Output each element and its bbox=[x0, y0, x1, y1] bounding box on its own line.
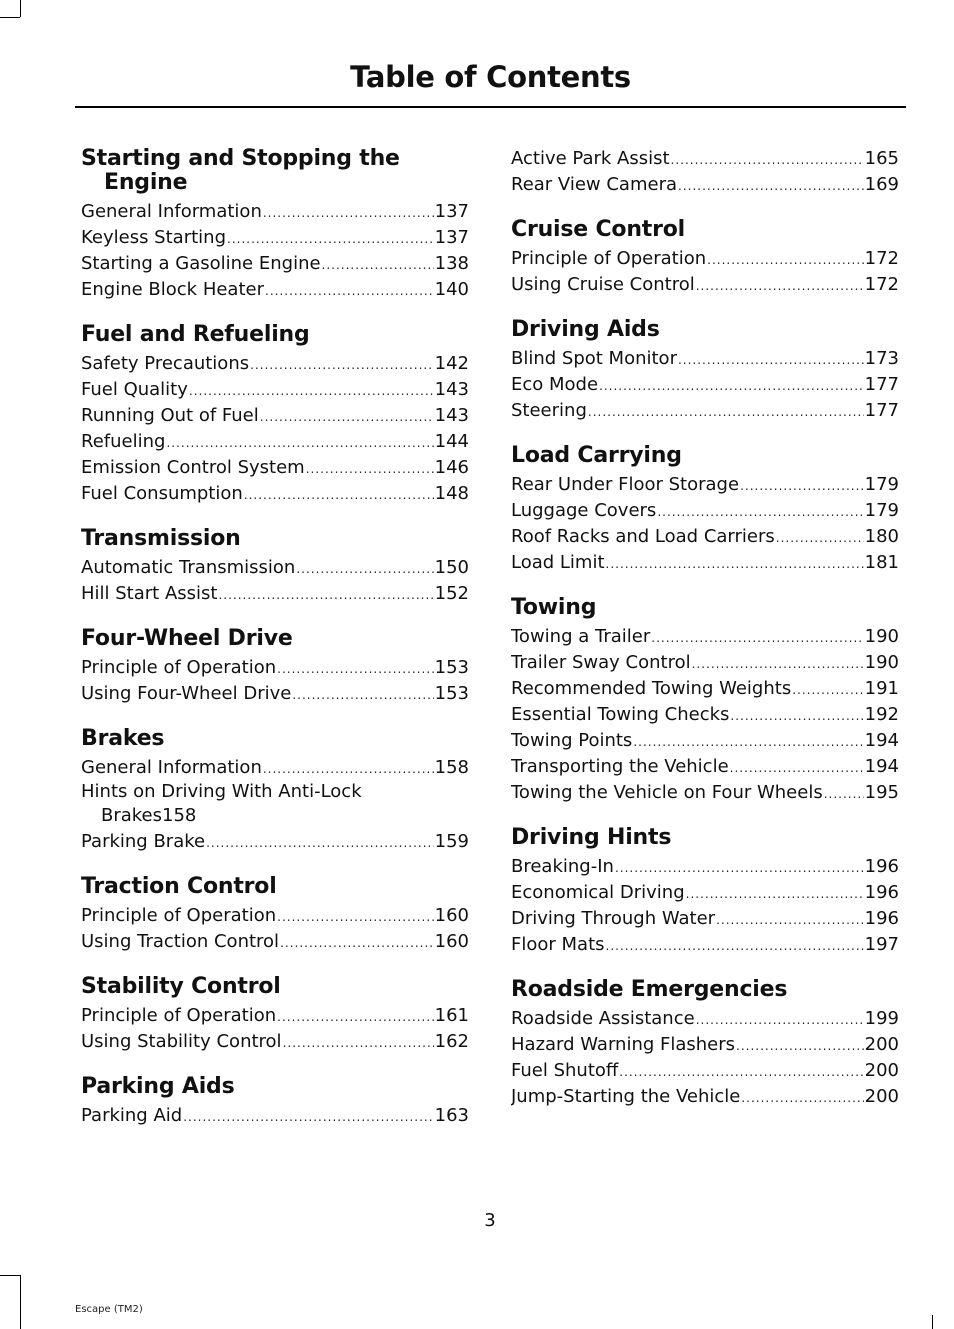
toc-column-right bbox=[511, 146, 899, 1130]
dot-leader bbox=[678, 173, 864, 198]
toc-entry[interactable] bbox=[81, 829, 469, 855]
toc-entry-page: 169 bbox=[864, 174, 899, 195]
section-heading-text: Cruise Control bbox=[511, 217, 686, 242]
toc-entry-page: 199 bbox=[864, 1008, 899, 1029]
toc-entry-label: Roof Racks and Load Carriers bbox=[511, 526, 775, 547]
toc-section bbox=[511, 978, 899, 1110]
toc-entry-label: Automatic Transmission bbox=[81, 557, 296, 578]
toc-entry-label: Parking Brake bbox=[81, 831, 206, 852]
toc-section bbox=[511, 596, 899, 806]
toc-entry-page: 194 bbox=[864, 730, 899, 751]
toc-entry-page: 195 bbox=[864, 782, 899, 803]
toc-entry-page: 196 bbox=[864, 908, 899, 929]
section-heading-text: Traction Control bbox=[81, 874, 277, 899]
dot-leader bbox=[615, 855, 864, 880]
toc-entry-page: 197 bbox=[864, 934, 899, 955]
dot-leader bbox=[671, 147, 864, 172]
toc-entry[interactable] bbox=[511, 702, 899, 728]
toc-entry-label: Recommended Towing Weights bbox=[511, 678, 792, 699]
toc-entry-label: Starting a Gasoline Engine bbox=[81, 253, 321, 274]
toc-entry-page: 153 bbox=[434, 657, 469, 678]
dot-leader bbox=[283, 1030, 434, 1055]
toc-entry[interactable] bbox=[511, 624, 899, 650]
section-heading-text: Four-Wheel Drive bbox=[81, 626, 293, 651]
dot-leader bbox=[292, 682, 433, 707]
toc-entry[interactable] bbox=[511, 372, 899, 398]
dot-leader bbox=[657, 499, 863, 524]
toc-entry[interactable] bbox=[81, 1103, 469, 1129]
dot-leader bbox=[306, 456, 434, 481]
dot-leader bbox=[696, 273, 864, 298]
dot-leader bbox=[619, 1059, 863, 1084]
dot-leader bbox=[227, 226, 434, 251]
section-heading bbox=[81, 627, 469, 651]
toc-entry-label: Safety Precautions bbox=[81, 353, 250, 374]
dot-leader bbox=[716, 907, 864, 932]
section-heading bbox=[511, 318, 899, 342]
dot-leader bbox=[686, 881, 864, 906]
toc-entry-label: Economical Driving bbox=[511, 882, 685, 903]
dot-leader bbox=[166, 430, 433, 455]
dot-leader bbox=[606, 933, 864, 958]
dot-leader bbox=[263, 200, 434, 225]
crop-mark-bottom-right-v bbox=[932, 1315, 933, 1329]
dot-leader bbox=[265, 278, 434, 303]
toc-entry-page: 158 bbox=[434, 757, 469, 778]
toc-entry-label: Principle of Operation bbox=[81, 905, 277, 926]
dot-leader bbox=[730, 755, 864, 780]
toc-entry[interactable] bbox=[81, 1003, 469, 1029]
toc-entry-page: 191 bbox=[864, 678, 899, 699]
toc-entry[interactable] bbox=[81, 455, 469, 481]
toc-entry-label: Eco Mode bbox=[511, 374, 599, 395]
crop-mark-top-left-h bbox=[0, 17, 20, 18]
dot-leader bbox=[678, 347, 864, 372]
section-heading-text: Driving Hints bbox=[511, 825, 672, 850]
dot-leader bbox=[736, 1033, 864, 1058]
toc-entry[interactable] bbox=[511, 1032, 899, 1058]
toc-entry[interactable] bbox=[511, 524, 899, 550]
toc-entry[interactable] bbox=[81, 555, 469, 581]
toc-entry-page: 181 bbox=[864, 552, 899, 573]
toc-entry-page: 140 bbox=[434, 279, 469, 300]
toc-entry-page: 142 bbox=[434, 353, 469, 374]
toc-entry-label: Engine Block Heater bbox=[81, 279, 264, 300]
toc-section bbox=[81, 527, 469, 607]
dot-leader bbox=[189, 378, 434, 403]
toc-entry-label: Steering bbox=[511, 400, 587, 421]
toc-entry[interactable] bbox=[511, 498, 899, 524]
dot-leader bbox=[792, 677, 863, 702]
dot-leader bbox=[696, 1007, 864, 1032]
toc-entry-label: Fuel Consumption bbox=[81, 483, 243, 504]
section-heading-text: Towing bbox=[511, 595, 597, 620]
section-heading-text-cont: Engine bbox=[104, 170, 188, 195]
toc-section bbox=[511, 318, 899, 424]
toc-entry[interactable] bbox=[81, 225, 469, 251]
toc-entry-label: Load Limit bbox=[511, 552, 605, 573]
toc-entry-page: 163 bbox=[434, 1105, 469, 1126]
toc-entry-label-cont: Brakes bbox=[101, 805, 163, 826]
crop-mark-top-left-v bbox=[20, 0, 21, 17]
toc-entry-page: 179 bbox=[864, 474, 899, 495]
toc-entry-page: 158 bbox=[162, 805, 197, 826]
toc-entry[interactable] bbox=[81, 781, 469, 829]
toc-section bbox=[511, 146, 899, 198]
toc-entry-page: 137 bbox=[434, 201, 469, 222]
dot-leader bbox=[244, 482, 434, 507]
crop-mark-bottom-left-h bbox=[0, 1275, 20, 1276]
toc-entry[interactable] bbox=[511, 246, 899, 272]
toc-entry-page: 159 bbox=[434, 831, 469, 852]
toc-entry-page: 172 bbox=[864, 248, 899, 269]
toc-entry-label: Breaking-In bbox=[511, 856, 614, 877]
toc-entry-page: 160 bbox=[434, 905, 469, 926]
toc-entry-page: 153 bbox=[434, 683, 469, 704]
toc-entry[interactable] bbox=[511, 728, 899, 754]
section-heading bbox=[511, 978, 899, 1002]
dot-leader bbox=[296, 556, 433, 581]
toc-entry-label: Blind Spot Monitor bbox=[511, 348, 677, 369]
toc-entry-page: 146 bbox=[434, 457, 469, 478]
dot-leader bbox=[633, 729, 863, 754]
toc-section bbox=[81, 627, 469, 707]
toc-entry-page: 196 bbox=[864, 882, 899, 903]
toc-entry[interactable] bbox=[511, 146, 899, 172]
dot-leader bbox=[651, 625, 863, 650]
toc-entry-page: 143 bbox=[434, 405, 469, 426]
toc-entry-label: Refueling bbox=[81, 431, 166, 452]
toc-entry-page: 162 bbox=[434, 1031, 469, 1052]
section-heading-text: Brakes bbox=[81, 726, 165, 751]
toc-entry[interactable] bbox=[81, 403, 469, 429]
toc-entry[interactable] bbox=[511, 272, 899, 298]
toc-entry[interactable] bbox=[81, 481, 469, 507]
toc-entry-label: Keyless Starting bbox=[81, 227, 226, 248]
toc-entry-label: Towing Points bbox=[511, 730, 633, 751]
footer-model: Escape (TM2) bbox=[75, 1304, 143, 1315]
toc-entry[interactable] bbox=[511, 754, 899, 780]
toc-entry[interactable] bbox=[81, 351, 469, 377]
toc-entry-label: General Information bbox=[81, 757, 262, 778]
toc-entry[interactable] bbox=[81, 755, 469, 781]
section-heading-text: Transmission bbox=[81, 526, 241, 551]
toc-entry[interactable] bbox=[81, 429, 469, 455]
toc-entry[interactable] bbox=[511, 650, 899, 676]
toc-entry-label: Parking Aid bbox=[81, 1105, 183, 1126]
toc-entry[interactable] bbox=[511, 880, 899, 906]
page-title: Table of Contents bbox=[350, 60, 631, 94]
toc-entry-label: Using Stability Control bbox=[81, 1031, 282, 1052]
dot-leader bbox=[599, 373, 864, 398]
dot-leader bbox=[260, 404, 434, 429]
section-heading-text: Stability Control bbox=[81, 974, 281, 999]
toc-entry-label: Emission Control System bbox=[81, 457, 305, 478]
dot-leader bbox=[740, 473, 864, 498]
toc-entry-page: 144 bbox=[434, 431, 469, 452]
dot-leader bbox=[707, 247, 864, 272]
toc-entry-page: 190 bbox=[864, 652, 899, 673]
dot-leader bbox=[277, 1004, 434, 1029]
dot-leader bbox=[218, 582, 433, 607]
toc-entry-page: 179 bbox=[864, 500, 899, 521]
toc-entry[interactable] bbox=[81, 581, 469, 607]
toc-entry[interactable] bbox=[511, 906, 899, 932]
toc-entry-page: 165 bbox=[864, 148, 899, 169]
toc-entry-page: 180 bbox=[864, 526, 899, 547]
toc-entry-label: Active Park Assist bbox=[511, 148, 670, 169]
toc-entry-label: Fuel Shutoff bbox=[511, 1060, 619, 1081]
toc-entry-label: Towing the Vehicle on Four Wheels bbox=[511, 782, 823, 803]
toc-entry-label: General Information bbox=[81, 201, 262, 222]
toc-entry[interactable] bbox=[511, 932, 899, 958]
dot-leader bbox=[263, 756, 434, 781]
toc-entry-page: 177 bbox=[864, 400, 899, 421]
toc-entry[interactable] bbox=[511, 1058, 899, 1084]
toc-entry-label: Floor Mats bbox=[511, 934, 605, 955]
toc-entry-page: 150 bbox=[434, 557, 469, 578]
toc-entry[interactable] bbox=[81, 251, 469, 277]
toc-entry[interactable] bbox=[511, 398, 899, 424]
section-heading bbox=[511, 444, 899, 468]
toc-entry-label: Principle of Operation bbox=[81, 1005, 277, 1026]
toc-entry[interactable] bbox=[511, 1006, 899, 1032]
toc-entry-page: 200 bbox=[864, 1086, 899, 1107]
section-heading bbox=[81, 975, 469, 999]
toc-section bbox=[81, 727, 469, 855]
toc-entry[interactable] bbox=[81, 199, 469, 225]
dot-leader bbox=[588, 399, 864, 424]
toc-entry-label: Using Cruise Control bbox=[511, 274, 695, 295]
dot-leader bbox=[730, 703, 863, 728]
toc-entry-page: 190 bbox=[864, 626, 899, 647]
toc-entry-label: Running Out of Fuel bbox=[81, 405, 259, 426]
toc-section bbox=[81, 147, 469, 303]
toc-entry-label: Rear View Camera bbox=[511, 174, 677, 195]
section-heading bbox=[81, 323, 469, 347]
section-heading bbox=[81, 875, 469, 899]
toc-entry-label: Hill Start Assist bbox=[81, 583, 218, 604]
toc-entry[interactable] bbox=[511, 1084, 899, 1110]
toc-section bbox=[511, 444, 899, 576]
toc-entry-label: Principle of Operation bbox=[81, 657, 277, 678]
dot-leader bbox=[206, 830, 434, 855]
toc-entry[interactable] bbox=[511, 346, 899, 372]
toc-entry[interactable] bbox=[81, 1029, 469, 1055]
toc-entry[interactable] bbox=[81, 681, 469, 707]
toc-entry-label: Rear Under Floor Storage bbox=[511, 474, 740, 495]
toc-entry[interactable] bbox=[81, 903, 469, 929]
toc-entry-page: 148 bbox=[434, 483, 469, 504]
section-heading bbox=[511, 826, 899, 850]
toc-entry[interactable] bbox=[81, 929, 469, 955]
toc-entry[interactable] bbox=[511, 676, 899, 702]
dot-leader bbox=[606, 551, 864, 576]
toc-entry-page: 172 bbox=[864, 274, 899, 295]
toc-entry-page: 200 bbox=[864, 1034, 899, 1055]
section-heading-text: Driving Aids bbox=[511, 317, 660, 342]
toc-entry-page: 200 bbox=[864, 1060, 899, 1081]
toc-entry-page: 196 bbox=[864, 856, 899, 877]
toc-section bbox=[81, 1075, 469, 1129]
section-heading-text: Roadside Emergencies bbox=[511, 977, 788, 1002]
dot-leader bbox=[183, 1104, 433, 1129]
toc-entry-label: Hints on Driving With Anti-Lock bbox=[81, 781, 362, 802]
toc-entry[interactable] bbox=[81, 277, 469, 303]
title-rule bbox=[75, 106, 906, 108]
section-heading bbox=[81, 727, 469, 751]
crop-mark-bottom-left-v bbox=[20, 1275, 21, 1329]
dot-leader bbox=[741, 1085, 863, 1110]
toc-entry-label: Roadside Assistance bbox=[511, 1008, 695, 1029]
toc-entry-label: Transporting the Vehicle bbox=[511, 756, 729, 777]
toc-entry-label: Towing a Trailer bbox=[511, 626, 651, 647]
toc-entry-page: 160 bbox=[434, 931, 469, 952]
toc-entry[interactable] bbox=[511, 172, 899, 198]
toc-entry[interactable] bbox=[511, 854, 899, 880]
toc-section bbox=[81, 875, 469, 955]
toc-entry-label: Luggage Covers bbox=[511, 500, 657, 521]
toc-entry[interactable] bbox=[511, 472, 899, 498]
dot-leader bbox=[322, 252, 434, 277]
toc-section bbox=[511, 218, 899, 298]
section-heading-text: Fuel and Refueling bbox=[81, 322, 310, 347]
dot-leader bbox=[280, 930, 434, 955]
toc-entry-label: Hazard Warning Flashers bbox=[511, 1034, 736, 1055]
section-heading-text: Starting and Stopping the bbox=[81, 146, 400, 171]
dot-leader bbox=[277, 904, 434, 929]
dot-leader bbox=[824, 781, 864, 806]
toc-entry-label: Jump-Starting the Vehicle bbox=[511, 1086, 741, 1107]
toc-entry-label: Using Four-Wheel Drive bbox=[81, 683, 292, 704]
toc-entry-label: Essential Towing Checks bbox=[511, 704, 730, 725]
toc-entry-page: 194 bbox=[864, 756, 899, 777]
section-heading bbox=[511, 218, 899, 242]
toc-entry-label: Fuel Quality bbox=[81, 379, 188, 400]
toc-column-left bbox=[81, 147, 469, 1149]
section-heading bbox=[511, 596, 899, 620]
dot-leader bbox=[250, 352, 434, 377]
dot-leader bbox=[776, 525, 864, 550]
toc-entry-page: 161 bbox=[434, 1005, 469, 1026]
toc-entry-page: 138 bbox=[434, 253, 469, 274]
toc-entry-label: Driving Through Water bbox=[511, 908, 716, 929]
section-heading bbox=[81, 527, 469, 551]
dot-leader bbox=[692, 651, 864, 676]
section-heading-text: Parking Aids bbox=[81, 1074, 235, 1099]
section-heading bbox=[81, 1075, 469, 1099]
toc-entry[interactable] bbox=[81, 655, 469, 681]
toc-section bbox=[511, 826, 899, 958]
section-heading bbox=[81, 147, 469, 195]
toc-section bbox=[81, 323, 469, 507]
toc-entry[interactable] bbox=[511, 550, 899, 576]
toc-entry[interactable] bbox=[511, 780, 899, 806]
toc-entry-page: 177 bbox=[864, 374, 899, 395]
toc-section bbox=[81, 975, 469, 1055]
toc-entry-page: 192 bbox=[864, 704, 899, 725]
toc-entry-label: Principle of Operation bbox=[511, 248, 707, 269]
dot-leader bbox=[277, 656, 434, 681]
toc-entry-page: 173 bbox=[864, 348, 899, 369]
toc-entry[interactable] bbox=[81, 377, 469, 403]
toc-entry-page: 137 bbox=[434, 227, 469, 248]
section-heading-text: Load Carrying bbox=[511, 443, 682, 468]
toc-entry-page: 152 bbox=[434, 583, 469, 604]
toc-entry-page: 143 bbox=[434, 379, 469, 400]
toc-entry-label: Trailer Sway Control bbox=[511, 652, 691, 673]
toc-entry-label: Using Traction Control bbox=[81, 931, 280, 952]
page-number: 3 bbox=[484, 1210, 496, 1231]
